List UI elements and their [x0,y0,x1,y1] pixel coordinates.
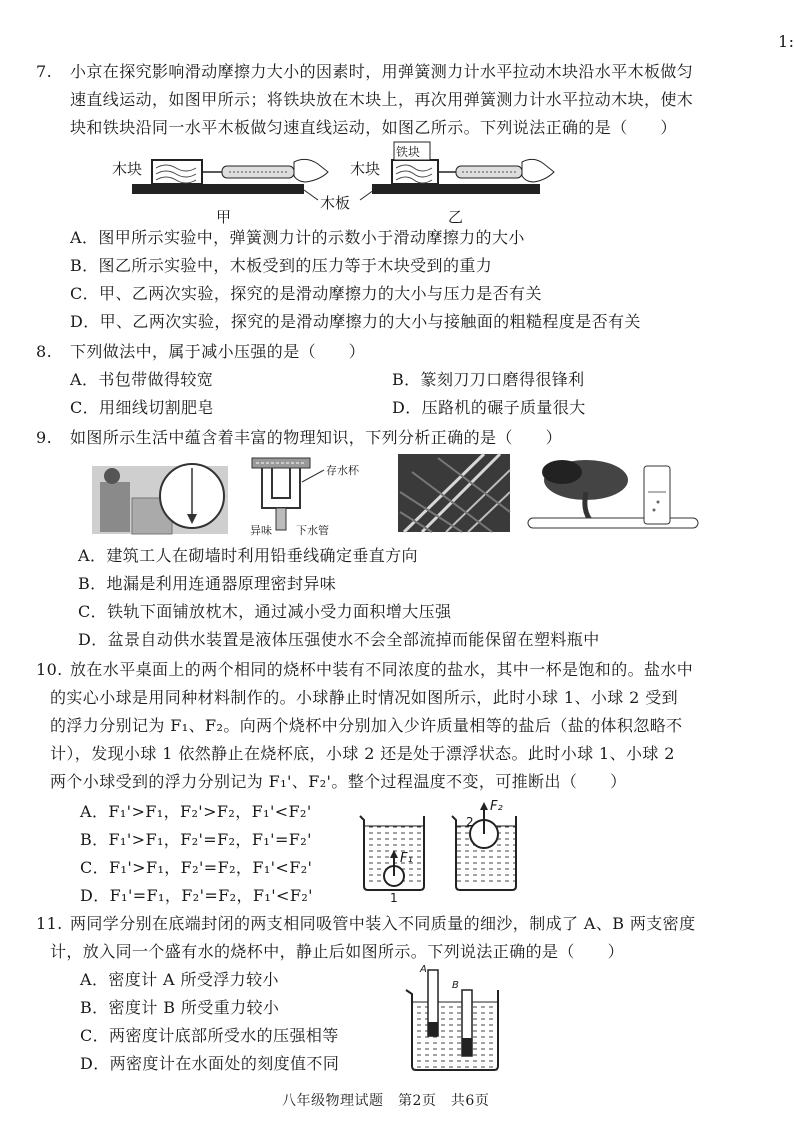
label-cup: 存水杯 [326,464,359,477]
q11-option-a: A．密度计 A 所受浮力较小 [80,970,279,989]
q9-figures [92,452,728,540]
q11-option-d: D．两密度计在水面处的刻度值不同 [80,1054,340,1073]
q9-option-a: A．建筑工人在砌墙时利用铅垂线确定垂直方向 [78,546,418,565]
board-jia [132,184,304,194]
q9-option-c: C．铁轨下面铺放枕木，通过减小受力面积增大压强 [78,602,452,621]
q7-option-c: C．甲、乙两次实验，探究的是滑动摩擦力的大小与压力是否有关 [70,284,542,303]
q9-option-d: D．盆景自动供水装置是液体压强使水不会全部流掉而能保留在塑料瓶中 [78,630,600,649]
beaker-ball-2 [452,799,516,890]
q8-stem: 下列做法中，属于减小压强的是（ ） [70,342,366,361]
label-a: A [420,964,427,975]
q10-stem-line-4: 计），发现小球 1 依然静止在烧杯底，小球 2 还是处于漂浮状态。此时小球 1、小球 2 [50,744,675,763]
q10-option-c: C．F₁'>F₁，F₂'=F₂，F₁'<F₂' [80,858,313,877]
page-footer: 八年级物理试题 第2页 共6页 [282,1093,490,1109]
label-f2: F₂ [490,799,503,814]
page-corner-mark: 1: [778,32,794,51]
q9-stem: 如图所示生活中蕴含着丰富的物理知识，下列分析正确的是（ ） [70,428,563,447]
q10-option-b: B．F₁'>F₁，F₂'=F₂，F₁'=F₂' [80,830,312,849]
label-yi: 乙 [448,208,464,226]
q11-number: 11. [36,914,63,933]
q8-option-b: B．篆刻刀刀口磨得很锋利 [392,370,585,389]
q8-option-a: A．书包带做得较宽 [70,370,214,389]
spring-scale-yi [456,166,522,178]
q7-option-a: A．图甲所示实验中，弹簧测力计的示数小于滑动摩擦力的大小 [70,228,525,247]
railway-sleepers-image [398,454,510,532]
label-jia: 甲 [216,208,232,226]
q11-stem-line-2: 计，放入同一个盛有水的烧杯中，静止后如图所示。下列说法正确的是（ ） [50,942,625,961]
label-iron: 铁块 [396,145,421,159]
q7-option-d: D．甲、乙两次实验，探究的是滑动摩擦力的大小与接触面的粗糙程度是否有关 [70,312,641,331]
beaker-ball-1 [360,816,424,904]
bonsai-water-supply-image [528,460,698,528]
q8-number: 8. [36,342,53,361]
q11-option-b: B．密度计 B 所受重力较小 [80,998,280,1017]
label-b: B [452,980,459,991]
q10-option-d: D．F₁'=F₁，F₂'=F₂，F₁'<F₂' [80,886,313,905]
q10-stem-line-2: 的实心小球是用同种材料制作的。小球静止时情况如图所示，此时小球 1、小球 2 受到 [50,688,679,707]
q7-stem-line-2: 速直线运动，如图甲所示；将铁块放在木块上，再次用弹簧测力计水平拉动木块，使木 [70,90,694,109]
worker-plumb-line-image [92,464,228,534]
hand-jia [294,159,328,182]
q9-option-b: B．地漏是利用连通器原理密封异味 [78,574,337,593]
label-block-jia: 木块 [112,160,143,178]
q10-option-a: A．F₁'>F₁，F₂'>F₂，F₁'<F₂' [80,802,312,821]
label-board: 木板 [320,194,351,212]
label-ball-2: 2 [466,815,474,829]
q8-option-d: D．压路机的碾子质量很大 [392,398,586,417]
hand-yi [522,159,554,182]
board-yi [372,184,540,194]
q11-option-c: C．两密度计底部所受水的压强相等 [80,1026,339,1045]
q10-number: 10. [36,660,63,679]
q10-beakers-figure [352,794,532,904]
q7-friction-figure [104,138,564,226]
q8-option-c: C．用细线切割肥皂 [70,398,214,417]
q11-hydrometer-figure [400,962,510,1076]
floor-drain-image [250,458,360,537]
q7-option-b: B．图乙所示实验中，木板受到的压力等于木块受到的重力 [70,256,493,275]
label-ball-1: 1 [390,891,398,904]
q9-number: 9. [36,428,53,447]
label-odor: 异味 [250,524,272,537]
label-block-yi: 木块 [350,160,381,178]
q7-number: 7. [36,62,53,81]
q11-stem-line-1: 两同学分别在底端封闭的两支相同吸管中装入不同质量的细沙，制成了 A、B 两支密度 [70,914,696,933]
q7-stem-line-1: 小京在探究影响滑动摩擦力大小的因素时，用弹簧测力计水平拉动木块沿水平木板做匀 [70,62,694,81]
q7-stem-line-3: 块和铁块沿同一水平木板做匀速直线运动，如图乙所示。下列说法正确的是（ ） [70,118,677,137]
q10-stem-line-3: 的浮力分别记为 F₁、F₂。向两个烧杯中分别加入少许质量相等的盐后（盐的体积忽略不 [50,716,683,735]
q10-stem-line-5: 两个小球受到的浮力分别记为 F₁'、F₂'。整个过程温度不变，可推断出（ ） [50,772,627,791]
label-pipe: 下水管 [296,524,329,537]
q10-stem-line-1: 放在水平桌面上的两个相同的烧杯中装有不同浓度的盐水，其中一杯是饱和的。盐水中 [70,660,694,679]
label-f1: F₁ [400,851,413,866]
